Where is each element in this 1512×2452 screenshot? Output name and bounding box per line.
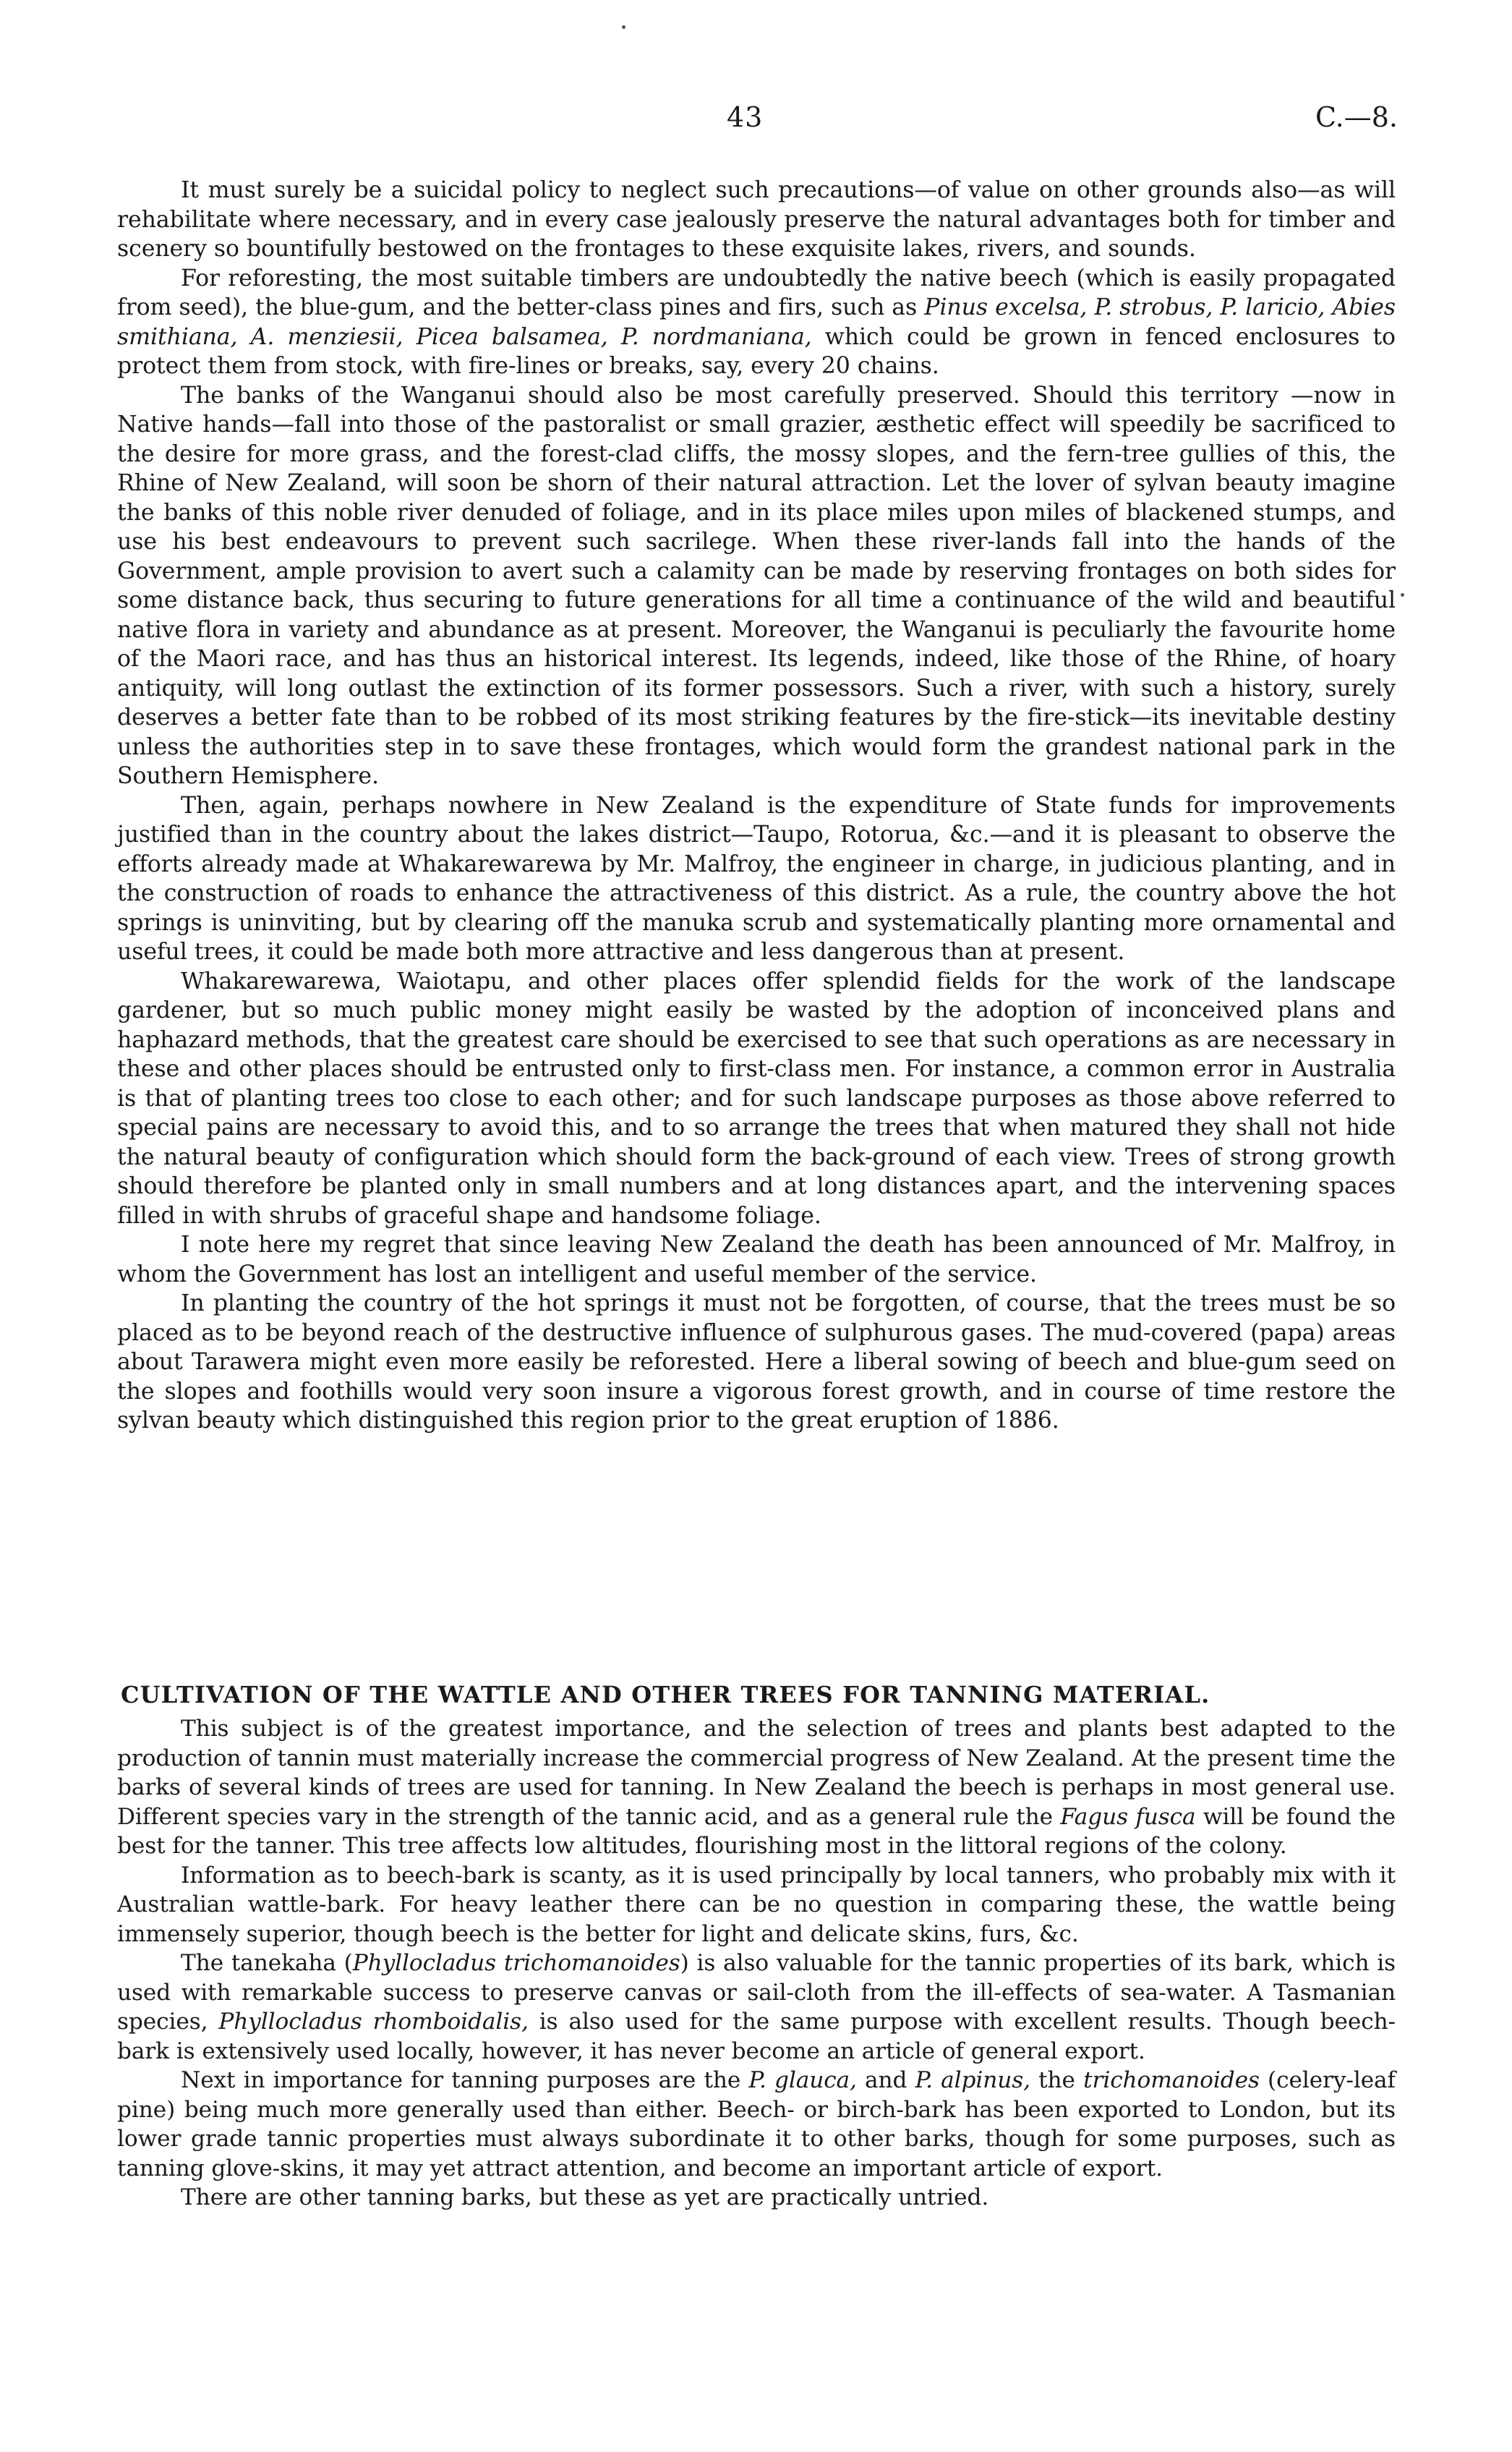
document-reference: C.—8. [1315, 101, 1398, 133]
text-run: This subject is of the greatest importance, and the selection of trees and plants best adapted to the production of tannin must materially increase the commercial progress of New Zealand. At the present time the barks of several kinds of trees are used for tanning. In New Zealand the beech is perhaps in most general use. Different species vary in the strength of the tannic acid, and as a general rule the [117, 1716, 1396, 1830]
paragraph [117, 264, 1396, 381]
text-run: is also used for the same purpose with excellent results. Though beech-bark is extensively used locally, however, it has never become an article of general export. [117, 2009, 1396, 2064]
margin-speck [622, 25, 625, 29]
margin-speck [1401, 593, 1404, 597]
italic-text-run: Fagus fusca [1060, 1803, 1196, 1830]
tanning-section [117, 1714, 1396, 2213]
text-run: For reforesting, the most suitable timbers are undoubtedly the native beech (which is easily propagated from seed), the blue-gum, and the better-class pines and firs, such as [117, 265, 1396, 320]
text-run: It must surely be a suicidal policy to neglect such precautions—of value on other grounds also—as will rehabilitate where necessary, and in every case jealously preserve the natural advantages both for timber and scenery so bountifully bestowed on the frontages to these exquisite lakes, rivers, and sounds. [117, 177, 1396, 262]
paragraph [117, 1949, 1396, 2066]
text-run: Then, again, perhaps nowhere in New Zealand is the expenditure of State funds for improvements justified than in the country about the lakes district—Taupo, Rotorua, &c.—and it is pleasant to observe the efforts already made at Whakarewarewa by Mr. Malfroy, the engineer in charge, in judicious planting, and in the construction of roads to enhance the attractiveness of this district. As a rule, the country above the hot springs is uninviting, but by clearing off the manuka scrub and systematically planting more ornamental and useful trees, it could be made both more attractive and less dangerous than at present. [117, 792, 1396, 965]
paragraph [117, 381, 1396, 791]
text-run: ) is also valuable for the tannic properties of its bark, which is used with remarkable success to preserve canvas or sail-cloth from the ill-effects of sea-water. A Tasmanian species, [117, 1950, 1396, 2035]
italic-text-run: P. glauca, [748, 2067, 857, 2093]
text-run: Information as to beech-bark is scanty, as it is used principally by local tanners, who probably mix with it Australian wattle-bark. For heavy leather there can be no question in comparing these, the wattle being immensely superior, though beech is the better for light and delicate skins, furs, &c. [117, 1862, 1396, 1947]
text-run: which could be grown in fenced enclosures to protect them from stock, with fire-lines or breaks, say, every 20 chains. [117, 323, 1396, 379]
text-run: will be found the best for the tanner. This tree affects low altitudes, flourishing most in the littoral regions of the colony. [117, 1803, 1396, 1859]
italic-text-run: Phyllocladus trichomanoides [352, 1950, 680, 1976]
paragraph [117, 176, 1396, 264]
italic-text-run: Phyllocladus rhomboidalis, [218, 2009, 529, 2035]
reforesting-section [117, 176, 1396, 1436]
paragraph [117, 967, 1396, 1231]
text-run: I note here my regret that since leaving New Zealand the death has been announced of Mr. Malfroy, in whom the Government has lost an intelligent and useful member of the service. [117, 1232, 1396, 1287]
text-run: The tanekaha ( [181, 1950, 353, 1976]
section-heading: CULTIVATION OF THE WATTLE AND OTHER TREES FOR TANNING MATERIAL. [121, 1681, 1210, 1708]
text-run: The banks of the Wanganui should also be most carefully preserved. Should this territory —now in Native hands—fall into those of the pastoralist or small grazier, æsthetic effect will speedily be sacrificed to the desire for more grass, and the forest-clad cliffs, the mossy slopes, and the fern-tree gullies of this, the Rhine of New Zealand, will soon be shorn of their natural attraction. Let the lover of sylvan beauty imagine the banks of this noble river denuded of foliage, and in its place miles upon miles of blackened stumps, and use his best endeavours to prevent such sacrilege. When these river-lands fall into the hands of the Government, ample provision to avert such a calamity can be made by reserving frontages on both sides for some distance back, thus securing to future generations for all time a continuance of the wild and beautiful native flora in variety and abundance as at present. Moreover, the Wanganui is peculiarly the favourite home of the Maori race, and has thus an historical interest. Its legends, indeed, like those of the Rhine, of hoary antiquity, will long outlast the extinction of its former possessors. Such a river, with such a history, surely deserves a better fate than to be robbed of its most striking features by the fire-stick—its inevitable destiny unless the authorities step in to save these frontages, which would form the grandest national park in the Southern Hemisphere. [117, 382, 1396, 789]
paragraph [117, 2066, 1396, 2183]
text-run: In planting the country of the hot springs it must not be forgotten, of course, that the trees must be so placed as to be beyond reach of the destructive influence of sulphurous gases. The mud-covered (papa) areas about Tarawera might even more easily be reforested. Here a liberal sowing of beech and blue-gum seed on the slopes and foothills would very soon insure a vigorous forest growth, and in course of time restore the sylvan beauty which distinguished this region prior to the great eruption of 1886. [117, 1290, 1396, 1434]
page-number: 43 [727, 101, 764, 133]
italic-text-run: P. alpinus, [915, 2067, 1030, 2093]
italic-text-run: Pinus excelsa, P. strobus, P. laricio, Abies smithiana, A. menziesii, Picea balsamea, P. nordmaniana, [117, 294, 1396, 350]
text-run: Whakarewarewa, Waiotapu, and other places offer splendid fields for the work of the landscape gardener, but so much public money might easily be wasted by the adoption of inconceived plans and haphazard methods, that the greatest care should be exercised to see that such operations as are necessary in these and other places should be entrusted only to first-class men. For instance, a common error in Australia is that of planting trees too close to each other; and for such landscape purposes as those above referred to special pains are necessary to avoid this, and to so arrange the trees that when matured they shall not hide the natural beauty of configuration which should form the back-ground of each view. Trees of strong growth should therefore be planted only in small numbers and at long distances apart, and the intervening spaces filled in with shrubs of graceful shape and handsome foliage. [117, 968, 1396, 1229]
text-run: There are other tanning barks, but these as yet are practically untried. [181, 2184, 989, 2210]
text-run: (celery-leaf pine) being much more generally used than either. Beech- or birch-bark has been exported to London, but its lower grade tannic properties must always subordinate it to other barks, though for some purposes, such as tanning glove-skins, it may yet attract attention, and become an important article of export. [117, 2067, 1396, 2181]
paragraph [117, 791, 1396, 967]
paragraph [117, 1289, 1396, 1436]
paragraph [117, 1230, 1396, 1289]
text-run: and [856, 2067, 915, 2093]
paragraph [117, 1861, 1396, 1949]
italic-text-run: trichomanoides [1083, 2067, 1260, 2093]
paragraph [117, 1714, 1396, 1861]
text-run: the [1030, 2067, 1084, 2093]
text-run: Next in importance for tanning purposes are the [181, 2067, 749, 2093]
paragraph [117, 2183, 1396, 2213]
